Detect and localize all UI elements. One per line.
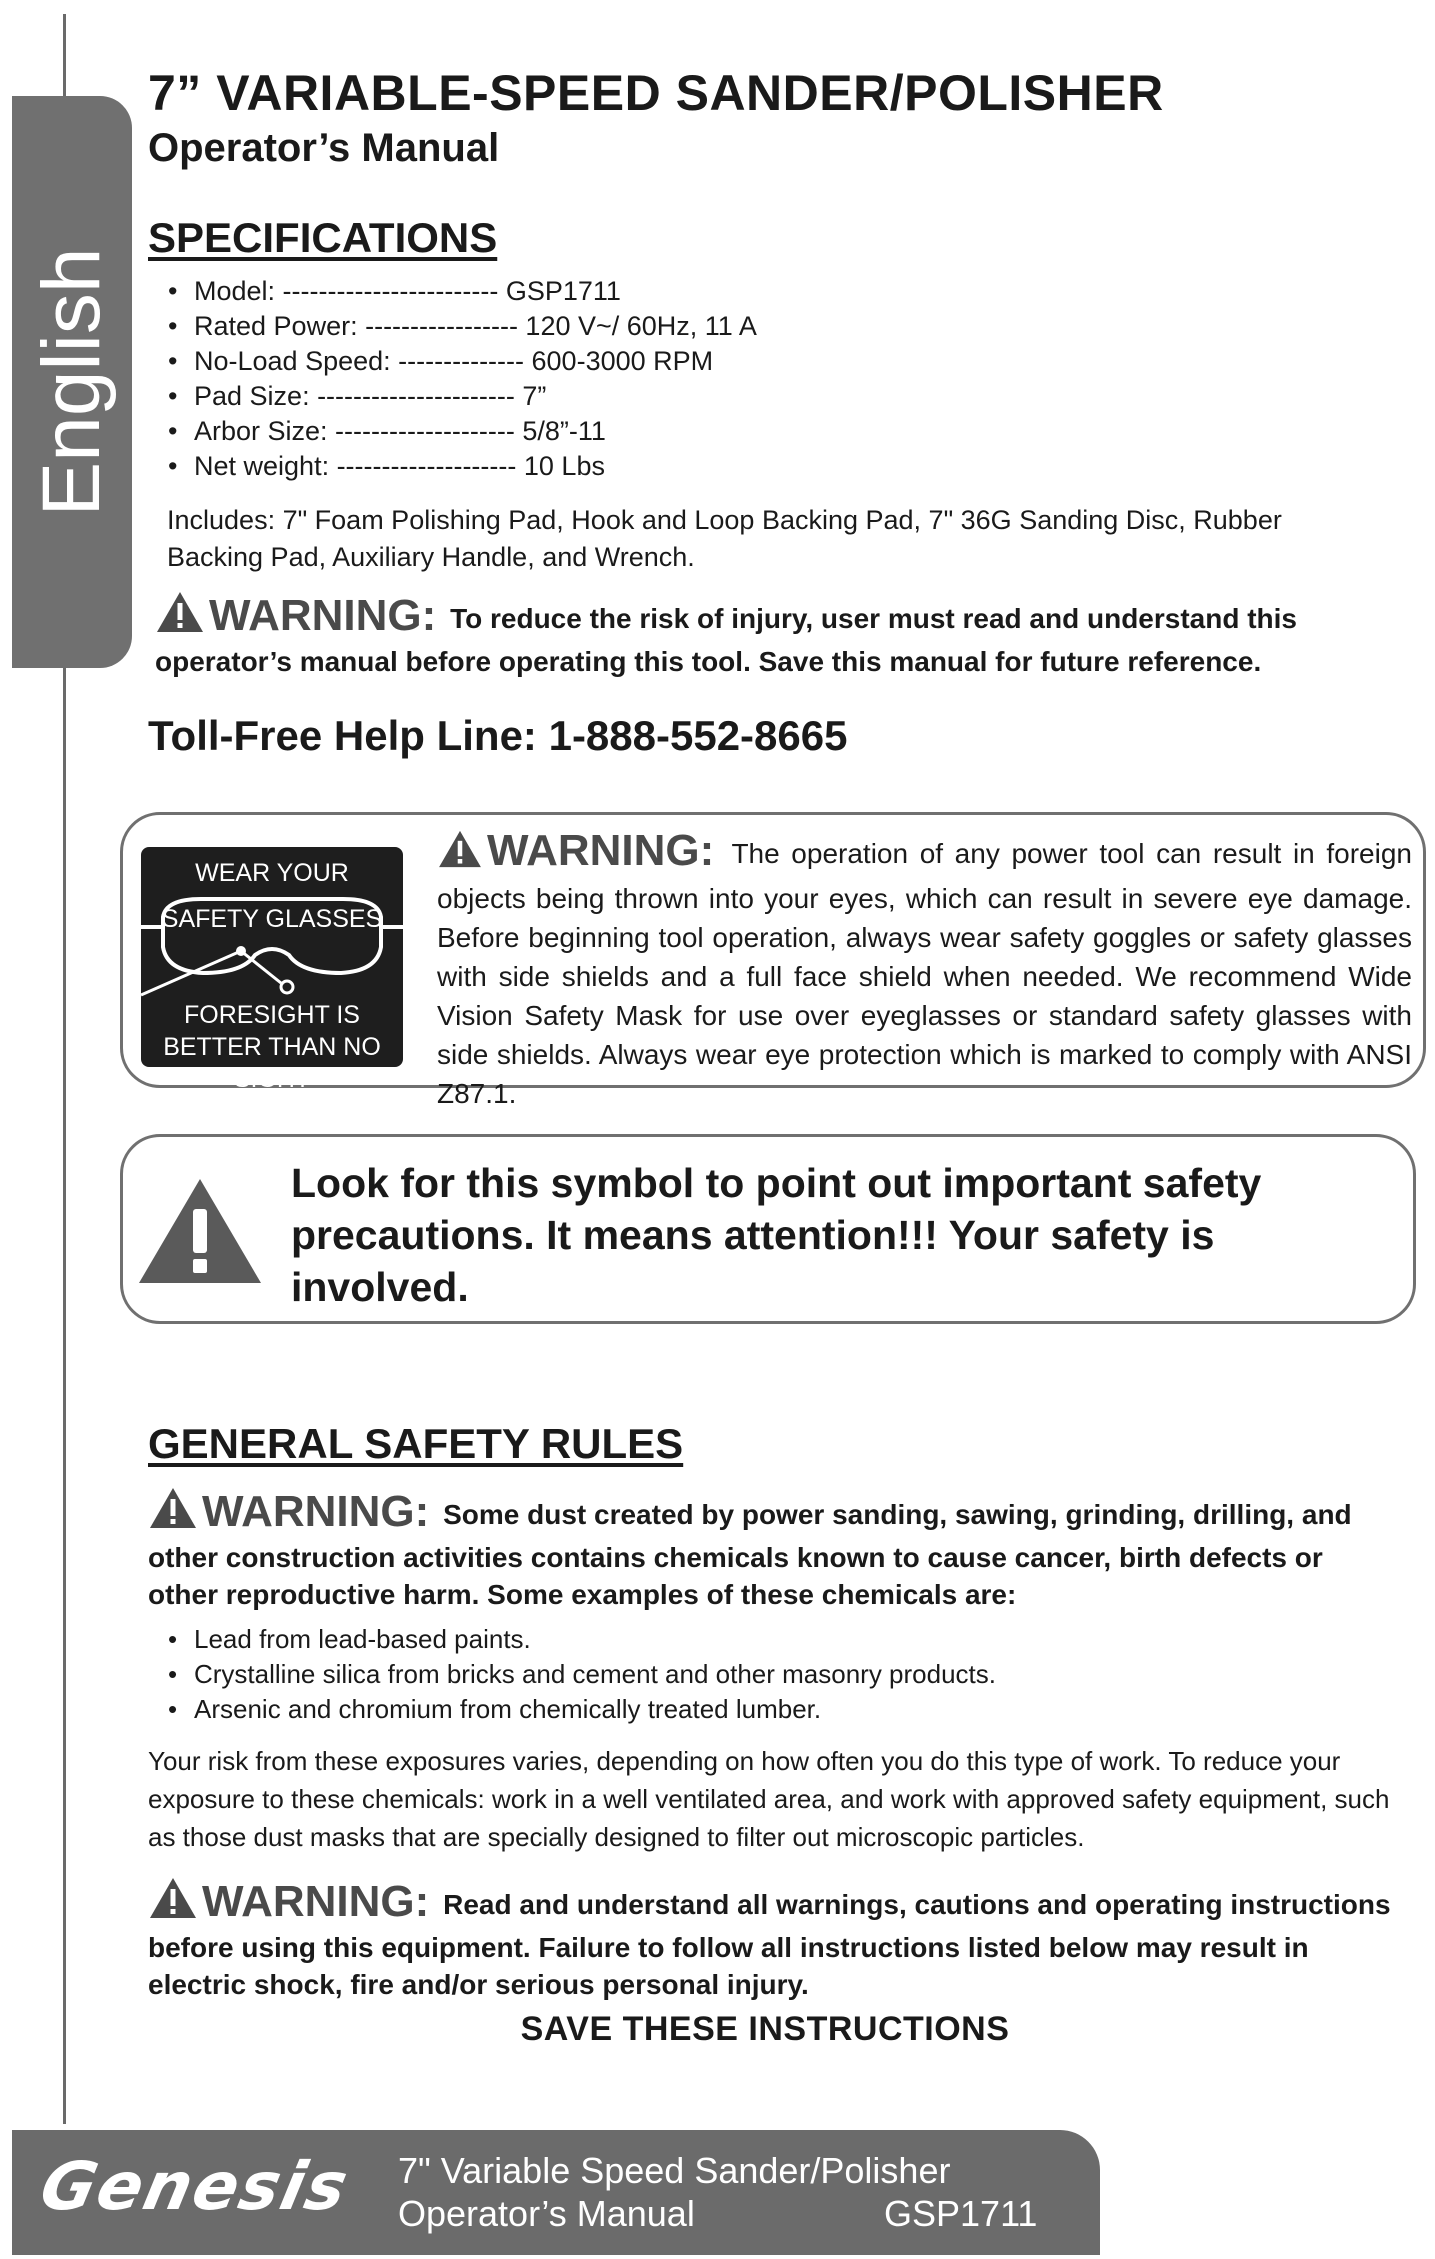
warning-triangle-icon: [155, 590, 205, 643]
help-line: Toll-Free Help Line: 1-888-552-8665: [148, 712, 848, 759]
spec-item: • Model: ------------------------ GSP1711: [168, 274, 757, 309]
goggles-icon: [141, 887, 403, 997]
language-tab-label: English: [26, 247, 117, 517]
attention-triangle-icon: [135, 1175, 265, 1287]
brand-logo: Genesis: [33, 2148, 357, 2225]
specifications-heading: SPECIFICATIONS: [148, 214, 498, 261]
warning-label: WARNING:: [209, 591, 437, 640]
warning-text: Some dust created by power sanding, sawing, grinding, drilling, and other construction activities contains chemicals known to cause cancer, birth defects or other reproductive harm. Some examples of these chemicals are:: [148, 1499, 1352, 1610]
warning-text: The operation of any power tool can result in foreign objects being thrown into your eyes, which can result in severe eye damage. Before beginning tool operation, always wear safety goggles or safety glasses with side shields and a full face shield when needed. We recommend Wide Vision Safety Mask for use over eyeglasses or standard safety glasses with side shields. Always wear eye protection which is marked to comply with ANSI Z87.1.: [437, 838, 1412, 1109]
footer-model: GSP1711: [884, 2193, 1038, 2234]
list-item: • Lead from lead-based paints.: [168, 1622, 996, 1657]
warning-label: WARNING:: [487, 826, 715, 875]
symbol-notice-box: [120, 1134, 1416, 1324]
page-footer: [12, 2130, 1100, 2255]
spec-item: • Pad Size: ---------------------- 7”: [168, 379, 757, 414]
spec-item: • Arbor Size: -------------------- 5/8”-11: [168, 414, 757, 449]
warning-read-instructions: [148, 1876, 1398, 2003]
symbol-notice-text: Look for this symbol to point out important safety precautions. It means attention!!! Your safety is involved.: [291, 1160, 1262, 1310]
warning-text: To reduce the risk of injury, user must read and understand this operator’s manual before operating this tool. Save this manual for future reference.: [155, 603, 1297, 677]
spec-list: [168, 274, 757, 484]
list-item: • Arsenic and chromium from chemically treated lumber.: [168, 1692, 996, 1727]
warning-dust-chemicals: [148, 1486, 1398, 1613]
warning-triangle-icon: [148, 1876, 198, 1929]
general-safety-heading: GENERAL SAFETY RULES: [148, 1420, 684, 1467]
badge-top-text: WEAR YOUR: [195, 859, 349, 887]
badge-bottom-text: FORESIGHT IS BETTER THAN NO SIGHT: [163, 1001, 381, 1093]
chemicals-list: [168, 1622, 996, 1727]
warning-read-manual: [155, 590, 1405, 680]
spec-item: • Net weight: -------------------- 10 Lbs: [168, 449, 757, 484]
list-item: • Crystalline silica from bricks and cement and other masonry products.: [168, 1657, 996, 1692]
spec-item: • Rated Power: ----------------- 120 V~/ 60Hz, 11 A: [168, 309, 757, 344]
warning-triangle-icon: [148, 1486, 198, 1539]
page-title: 7” VARIABLE-SPEED SANDER/POLISHER: [148, 65, 1164, 121]
save-instructions: SAVE THESE INSTRUCTIONS: [520, 2010, 1010, 2048]
badge-middle-text: SAFETY GLASSES: [161, 905, 383, 933]
footer-subtitle: Operator’s Manual: [398, 2193, 695, 2234]
spec-item: • No-Load Speed: -------------- 600-3000 RPM: [168, 344, 757, 379]
includes-text: Includes: 7" Foam Polishing Pad, Hook and Loop Backing Pad, 7" 36G Sanding Disc, Rubber Backing Pad, Auxiliary Handle, and Wrench.: [167, 505, 1282, 572]
eye-warning-text-block: [437, 826, 1412, 1113]
safety-glasses-badge: [141, 847, 403, 1093]
footer-title: 7" Variable Speed Sander/Polisher: [398, 2150, 951, 2191]
risk-paragraph: Your risk from these exposures varies, depending on how often you do this type of work. To reduce your exposure to these chemicals: work in a well ventilated area, and work with approved safety equipment, such as those dust masks that are specially designed to filter out microscopic particles.: [148, 1746, 1390, 1852]
warning-triangle-icon: [437, 829, 483, 879]
eye-warning-box: [120, 812, 1426, 1109]
page-subtitle: Operator’s Manual: [148, 126, 500, 170]
warning-text: Read and understand all warnings, cautions and operating instructions before using this equipment. Failure to follow all instructions listed below may result in electric shock, fire and/or serious personal injury.: [148, 1889, 1391, 2000]
warning-label: WARNING:: [202, 1877, 430, 1926]
warning-label: WARNING:: [202, 1487, 430, 1536]
